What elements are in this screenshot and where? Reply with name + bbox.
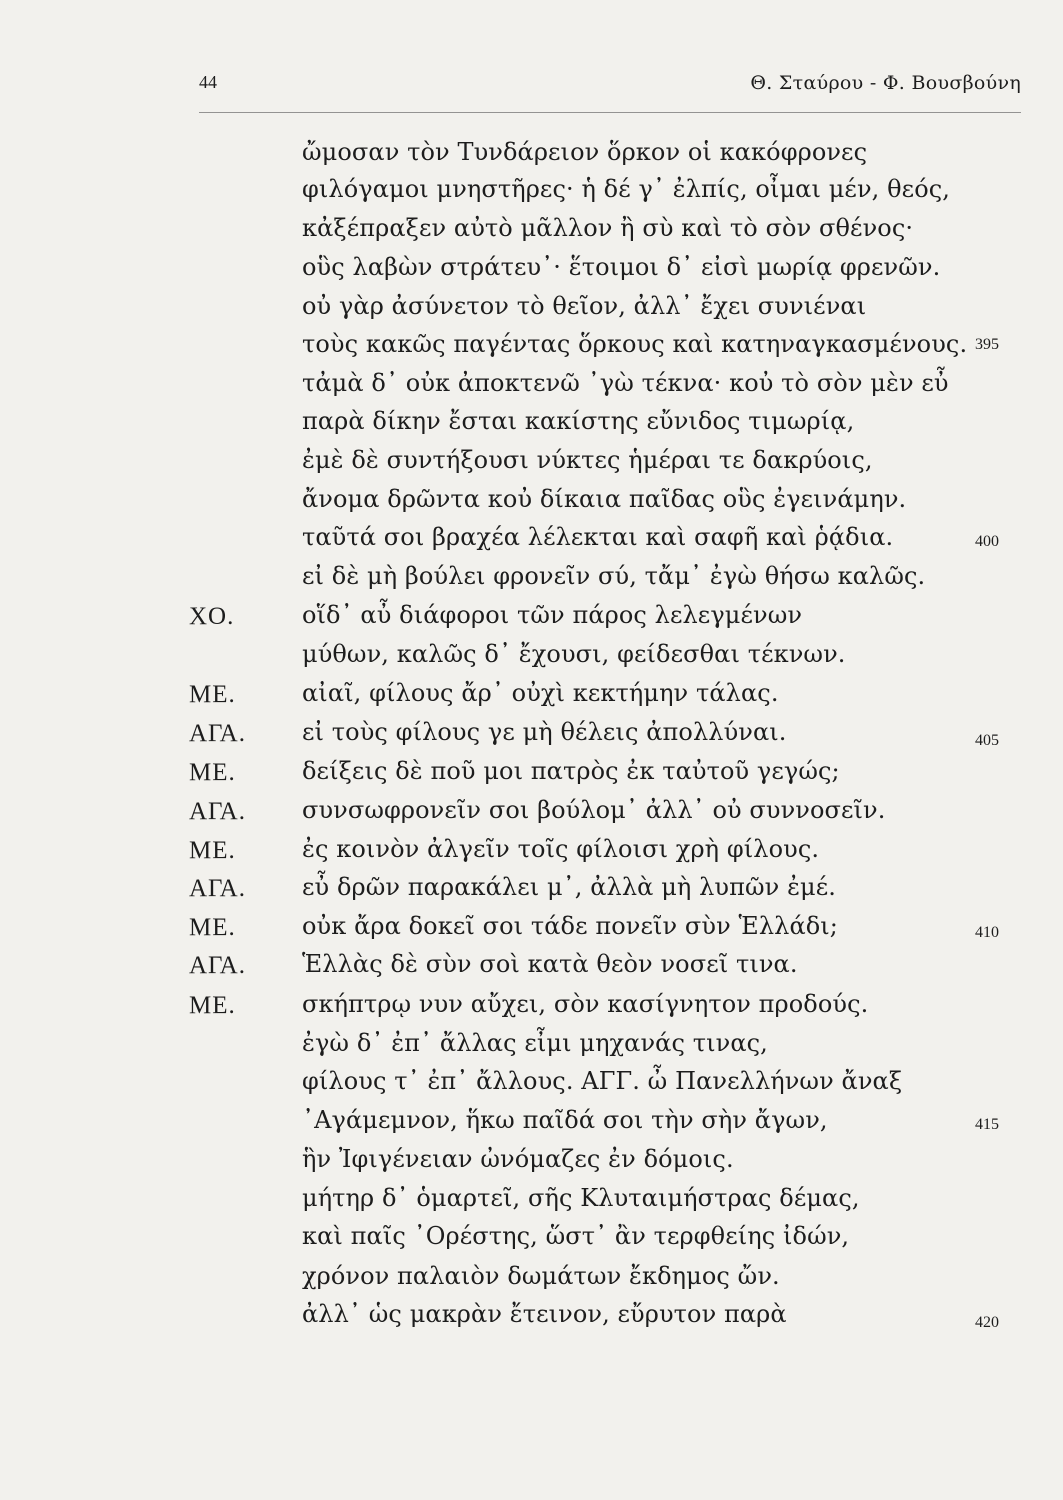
speaker-label: ΑΓΑ. <box>189 798 246 825</box>
verse-line <box>0 330 1063 366</box>
verse-line <box>0 873 1063 909</box>
verse-text: ταῦτά σοι βραχέα λέλεκται καὶ σαφῆ καὶ ῥᾴδια. <box>302 523 894 551</box>
verse-text: ᾽Αγάμεμνον, ἥκω παῖδά σοι τὴν σὴν ἄγων, <box>302 1106 828 1134</box>
verse-text: τοὺς κακῶς παγέντας ὅρκους καὶ κατηναγκασμένους. <box>302 330 968 358</box>
verse-line <box>0 562 1063 598</box>
verse-text: εἰ δὲ μὴ βούλει φρονεῖν σύ, τἄμ᾽ ἐγὼ θήσω καλῶς. <box>302 562 926 590</box>
running-head: Θ. Σταύρου - Φ. Βουσβούνη <box>750 72 1021 94</box>
speaker-label: ΜΕ. <box>189 759 236 786</box>
verse-text: ἐμὲ δὲ συντήξουσι νύκτες ἡμέραι τε δακρύοις, <box>302 446 873 474</box>
verse-text: εὖ δρῶν παρακάλει μ᾽, ἀλλὰ μὴ λυπῶν ἐμέ. <box>302 873 837 901</box>
verse-line <box>0 1067 1063 1103</box>
speaker-label: ΑΓΑ. <box>189 720 246 747</box>
verse-text: καὶ παῖς ᾽Ορέστης, ὥστ᾽ ἂν τερφθείης ἰδών, <box>302 1222 850 1250</box>
verse-line <box>0 1262 1063 1298</box>
verse-line <box>0 1300 1063 1336</box>
verse-text: ἐγὼ δ᾽ ἐπ᾽ ἄλλας εἶμι μηχανάς τινας, <box>302 1029 768 1057</box>
verse-line <box>0 138 1063 174</box>
verse-line <box>0 679 1063 715</box>
verse-text: δείξεις δὲ ποῦ μοι πατρὸς ἐκ ταὐτοῦ γεγώς; <box>302 757 840 785</box>
verse-text: οὓς λαβὼν στράτευ᾽· ἕτοιμοι δ᾽ εἰσὶ μωρίᾳ φρενῶν. <box>302 253 941 281</box>
verse-text: ἐς κοινὸν ἀλγεῖν τοῖς φίλοισι χρὴ φίλους. <box>302 835 820 863</box>
verse-line <box>0 718 1063 754</box>
verse-text: σκήπτρῳ νυν αὔχει, σὸν κασίγνητον προδούς. <box>302 990 869 1018</box>
speaker-label: ΜΕ. <box>189 992 236 1019</box>
verse-line <box>0 175 1063 211</box>
verse-line <box>0 757 1063 793</box>
verse-line <box>0 523 1063 559</box>
verse-line <box>0 292 1063 328</box>
verse-line <box>0 912 1063 948</box>
verse-line <box>0 253 1063 289</box>
page-number: 44 <box>199 72 217 92</box>
verse-text: οὐκ ἄρα δοκεῖ σοι τάδε πονεῖν σὺν Ἑλλάδι; <box>302 912 838 940</box>
verse-text: μύθων, καλῶς δ᾽ ἔχουσι, φείδεσθαι τέκνων. <box>302 640 846 668</box>
verse-line <box>0 950 1063 986</box>
verse-text: φιλόγαμοι μνηστῆρες· ἡ δέ γ᾽ ἐλπίς, οἶμαι μέν, θεός, <box>302 175 951 203</box>
verse-text: κἀξέπραξεν αὐτὸ μᾶλλον ἢ σὺ καὶ τὸ σὸν σθένος· <box>302 214 914 242</box>
line-number: 415 <box>975 1116 999 1133</box>
verse-text: αἰαῖ, φίλους ἄρ᾽ οὐχὶ κεκτήμην τάλας. <box>302 679 779 707</box>
verse-text: ὤμοσαν τὸν Τυνδάρειον ὅρκον οἱ κακόφρονες <box>302 138 868 166</box>
speaker-label: ΜΕ. <box>189 914 236 941</box>
verse-text: τἀμὰ δ᾽ οὐκ ἀποκτενῶ ᾽γὼ τέκνα· κοὐ τὸ σὸν μὲν εὖ <box>302 369 949 397</box>
line-number: 400 <box>975 533 999 550</box>
verse-text: οὐ γὰρ ἀσύνετον τὸ θεῖον, ἀλλ᾽ ἔχει συνιέναι <box>302 292 867 320</box>
line-number: 410 <box>975 924 999 941</box>
verse-line <box>0 407 1063 443</box>
verse-text: ἀλλ᾽ ὡς μακρὰν ἔτεινον, εὔρυτον παρὰ <box>302 1300 787 1328</box>
verse-text: μήτηρ δ᾽ ὁμαρτεῖ, σῆς Κλυταιμήστρας δέμας, <box>302 1184 860 1212</box>
verse-line <box>0 446 1063 482</box>
speaker-label: ΑΓΑ. <box>189 952 246 979</box>
verse-line <box>0 1222 1063 1258</box>
verse-line <box>0 1106 1063 1142</box>
speaker-label: ΑΓΑ. <box>189 875 246 902</box>
verse-line <box>0 214 1063 250</box>
line-number: 420 <box>975 1314 999 1331</box>
speaker-label: ΜΕ. <box>189 681 236 708</box>
verse-text: συνσωφρονεῖν σοι βούλομ᾽ ἀλλ᾽ οὐ συννοσεῖν. <box>302 796 886 824</box>
verse-line <box>0 990 1063 1026</box>
line-number: 405 <box>975 732 999 749</box>
verse-text: παρὰ δίκην ἔσται κακίστης εὔνιδος τιμωρίᾳ, <box>302 407 855 435</box>
verse-text: οἵδ᾽ αὖ διάφοροι τῶν πάρος λελεγμένων <box>302 601 803 629</box>
verse-line <box>0 485 1063 521</box>
verse-line <box>0 1145 1063 1181</box>
verse-line <box>0 601 1063 637</box>
verse-text: χρόνον παλαιὸν δωμάτων ἔκδημος ὤν. <box>302 1262 780 1290</box>
verse-line <box>0 1184 1063 1220</box>
verse-line <box>0 640 1063 676</box>
speaker-label: ΧΟ. <box>189 603 235 630</box>
verse-line <box>0 796 1063 832</box>
line-number: 395 <box>975 336 999 353</box>
verse-line <box>0 835 1063 871</box>
verse-text: ἣν Ἰφιγένειαν ὠνόμαζες ἐν δόμοις. <box>302 1145 734 1173</box>
speaker-label: ΜΕ. <box>189 837 236 864</box>
verse-text: εἰ τοὺς φίλους γε μὴ θέλεις ἀπολλύναι. <box>302 718 787 746</box>
verse-line <box>0 369 1063 405</box>
verse-text: ἄνομα δρῶντα κοὐ δίκαια παῖδας οὓς ἐγεινάμην. <box>302 485 907 513</box>
verse-text: Ἑλλὰς δὲ σὺν σοὶ κατὰ θεὸν νοσεῖ τινα. <box>302 950 798 978</box>
verse-text: φίλους τ᾽ ἐπ᾽ ἄλλους. ΑΓΓ. ὦ Πανελλήνων ἄναξ <box>302 1067 903 1095</box>
verse-line <box>0 1029 1063 1065</box>
